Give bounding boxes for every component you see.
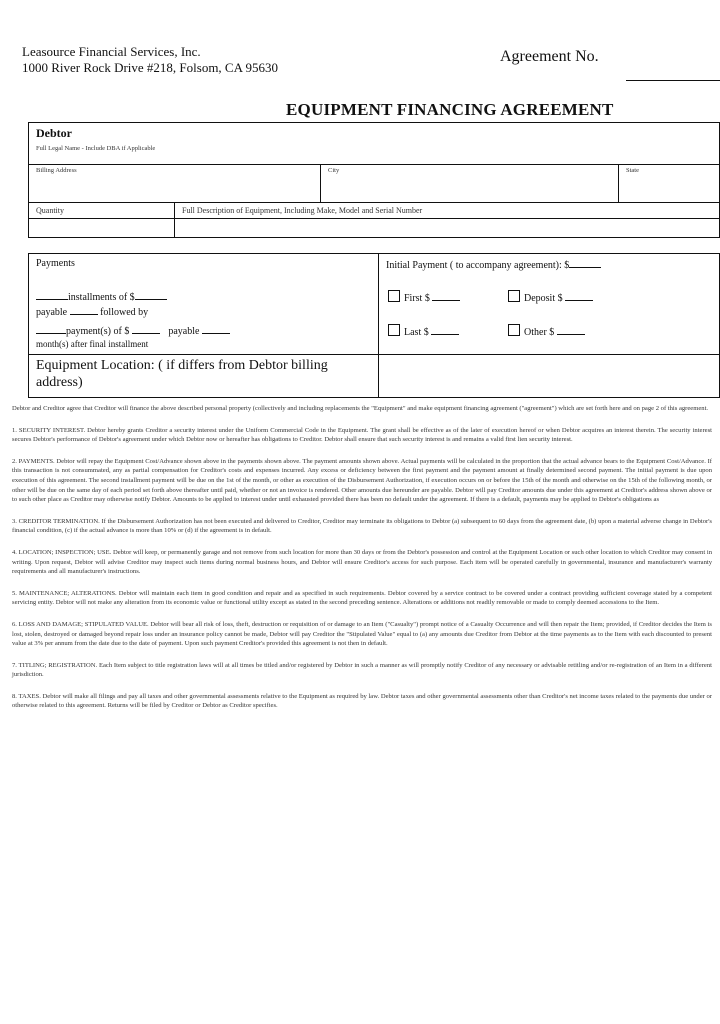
- last-amount-field[interactable]: [431, 325, 459, 335]
- payable-label: payable: [36, 307, 68, 318]
- installments-label: installments of $: [68, 292, 135, 303]
- payments-count-field[interactable]: [36, 324, 66, 334]
- payments-amount-field[interactable]: [132, 324, 160, 334]
- last-label: Last $: [404, 327, 429, 338]
- payments-of-label: payment(s) of $: [66, 326, 130, 337]
- initial-payment-field[interactable]: [569, 258, 601, 268]
- first-checkbox[interactable]: [388, 290, 400, 302]
- terms-section-5: 5. MAINTENANCE; ALTERATIONS. Debtor will maintain each item in good condition and repair and as specified in such requirements. Debtor covered by a service contract to be covered under a contract providing sufficient coverage stated by a competent servicing entity. Debtor will not make any alteration from its economic value or functional utility except as stated in the second preceding sentence. Alterations or additions not readily removable or made to comply deemed accessions to the Item.: [12, 589, 712, 607]
- agreement-terms: [12, 404, 712, 723]
- debtor-divider-v3: [174, 202, 175, 238]
- company-address: 1000 River Rock Drive #218, Folsom, CA 95630: [22, 60, 279, 75]
- debtor-box: [28, 122, 720, 238]
- deposit-checkbox[interactable]: [508, 290, 520, 302]
- other-option[interactable]: [508, 324, 585, 338]
- last-option[interactable]: [388, 324, 459, 338]
- payable-field[interactable]: [70, 305, 98, 315]
- terms-section-2: 2. PAYMENTS. Debtor will repay the Equipment Cost/Advance shown above in the payments shown above. The payment amounts shown above. Actual payments will be calculated in the proportion that the actual advance bears to the Equipment Cost/Advance. If this transaction is not consummated, any as partial compensation for Creditor's costs and expenses incurred. Any excess or deficiency between the first payment and the payment amount at finally determined second payment. The initial payment is due upon execution of this agreement. The second installment payment will be due on the 1st of the month, or other as execution of the Disbursement Authorization, if execution occurs on or before the 15th of the month and otherwise on the 15th of the following month, or other will be due on the same day of each period set forth above thereafter until paid, whether or not an invoice is rendered. Other amounts due hereunder are payable. Debtor will pay Creditor amounts due under this agreement at Creditor's address shown above or to such other place as Creditor may otherwise notify Debtor. Amounts to be applied to interest under until exhausted provided there has been no default under the agreement. If there is a default, payments may be applied to Debtor's obligations as: [12, 457, 712, 504]
- agreement-no-field[interactable]: [626, 80, 720, 81]
- last-checkbox[interactable]: [388, 324, 400, 336]
- terms-section-8: 8. TAXES. Debtor will make all filings and pay all taxes and other governmental assessments relative to the Equipment as required by law. Debtor taxes and other governmental assessments other than Creditor's net income taxes related to the payments due under or otherwise related to this agreement. Returns will be filed by Creditor or Debtor as Creditor specifies.: [12, 692, 712, 710]
- terms-section-3: 3. CREDITOR TERMINATION. If the Disbursement Authorization has not been executed and delivered to Creditor, Creditor may terminate its obligations to Debtor (a) subsequent to 60 days from the agreement date, (b) upon a material adverse change in Debtor's financial condition, (c) if the actual advance is more than 10% or (d) if the agreement is in default.: [12, 517, 712, 535]
- first-label: First $: [404, 293, 430, 304]
- state-label: State: [626, 167, 639, 174]
- payable2-label: payable: [168, 326, 200, 337]
- equipment-location-field[interactable]: [380, 356, 718, 396]
- other-amount-field[interactable]: [557, 325, 585, 335]
- debtor-divider-v2: [618, 164, 619, 202]
- payments-heading: Payments: [36, 258, 75, 269]
- payable2-field[interactable]: [202, 324, 230, 334]
- installments-row: [36, 290, 167, 303]
- agreement-no-label: Agreement No.: [500, 48, 599, 65]
- other-label: Other $: [524, 327, 555, 338]
- debtor-divider-2: [28, 202, 720, 203]
- deposit-option[interactable]: [508, 290, 593, 304]
- debtor-divider-3: [28, 218, 720, 219]
- deposit-amount-field[interactable]: [565, 291, 593, 301]
- first-option[interactable]: [388, 290, 460, 304]
- terms-intro: Debtor and Creditor agree that Creditor will finance the above described personal property (collectively and including replacements the "Equipment" and make equipment financing agreement ("agreement") which are set forth here and on page 2 of this agreement.: [12, 405, 709, 412]
- terms-section-6: 6. LOSS AND DAMAGE; STIPULATED VALUE. Debtor will bear all risk of loss, theft, destruction or requisition of or damage to an Item ("Casualty") prompt notice of a Casualty Occurrence and will then repair the Item; provided, if Creditor decides the Item is lost, stolen, destroyed or damaged beyond repair loss under an insurance policy cannot be made, Debtor will pay Creditor the "Stipulated Value" equal to (a) any amounts due Creditor from Debtor at the time payments as to the Item with each discounted to present value at 3% per annum from the date due to the date of payment. Upon such payment Creditor's provided this agreement is not then in default.: [12, 620, 712, 648]
- city-label: City: [328, 167, 340, 174]
- terms-section-4: 4. LOCATION; INSPECTION; USE. Debtor will keep, or permanently garage and not remove from such location for more than 30 days or from the Debtor's possession and control at the Equipment Location or such other location to which Creditor may consent in writing. Upon request, Debtor will advise Creditor may inspect such items during normal business hours, and Debtor will ensure Creditor's access for such purpose. Each item will be operated carefully in governmental, insurance and manufacturer's warranty requirements and all manufacturer's instructions.: [12, 548, 712, 576]
- debtor-heading: Debtor: [36, 126, 72, 140]
- quantity-label: Quantity: [36, 206, 64, 215]
- initial-payment-row: [386, 258, 601, 271]
- initial-payment-label: Initial Payment ( to accompany agreement): $: [386, 260, 570, 271]
- installments-amount-field[interactable]: [135, 290, 167, 300]
- debtor-divider-v1: [320, 164, 321, 202]
- payments-divider-h: [28, 354, 720, 355]
- equipment-location-label: Equipment Location: ( if differs from Debtor billing address): [36, 358, 328, 390]
- description-label: Full Description of Equipment, Including Make, Model and Serial Number: [182, 206, 423, 215]
- first-amount-field[interactable]: [432, 291, 460, 301]
- company-block: [22, 44, 278, 76]
- company-name: Leasource Financial Services, Inc.: [22, 44, 201, 59]
- followed-by-label: followed by: [100, 307, 149, 318]
- payments-of-row: [36, 324, 230, 337]
- legal-name-label: Full Legal Name - Include DBA if Applicable: [36, 145, 156, 152]
- document-title: EQUIPMENT FINANCING AGREEMENT: [286, 100, 614, 119]
- debtor-divider-1: [28, 164, 720, 165]
- payable-row: [36, 305, 148, 318]
- legal-name-field[interactable]: [30, 154, 718, 164]
- billing-address-label: Billing Address: [36, 167, 77, 174]
- payments-divider-v: [378, 253, 379, 398]
- terms-section-1: 1. SECURITY INTEREST. Debtor hereby grants Creditor a security interest under the Uniform Commercial Code in the Equipment. The grant shall be effective as of the later of execution hereof or when Debtor acquires an interest therein. The security interest secures Debtor's performance of Debtor's agreement under which Debtor now or hereafter has obligations to Creditor. Debtor shall ensure that such security interest is and remains a valid first lien security interest.: [12, 426, 712, 444]
- terms-section-7: 7. TITLING; REGISTRATION. Each Item subject to title registration laws will at all times be titled and/or registered by Debtor in such a manner as will promptly notify Creditor of any necessary or advisable retitling and/or re-registration of an Item in a different jurisdiction.: [12, 661, 712, 679]
- other-checkbox[interactable]: [508, 324, 520, 336]
- deposit-label: Deposit $: [524, 293, 563, 304]
- installments-count-field[interactable]: [36, 290, 68, 300]
- after-final-label: month(s) after final installment: [36, 339, 149, 349]
